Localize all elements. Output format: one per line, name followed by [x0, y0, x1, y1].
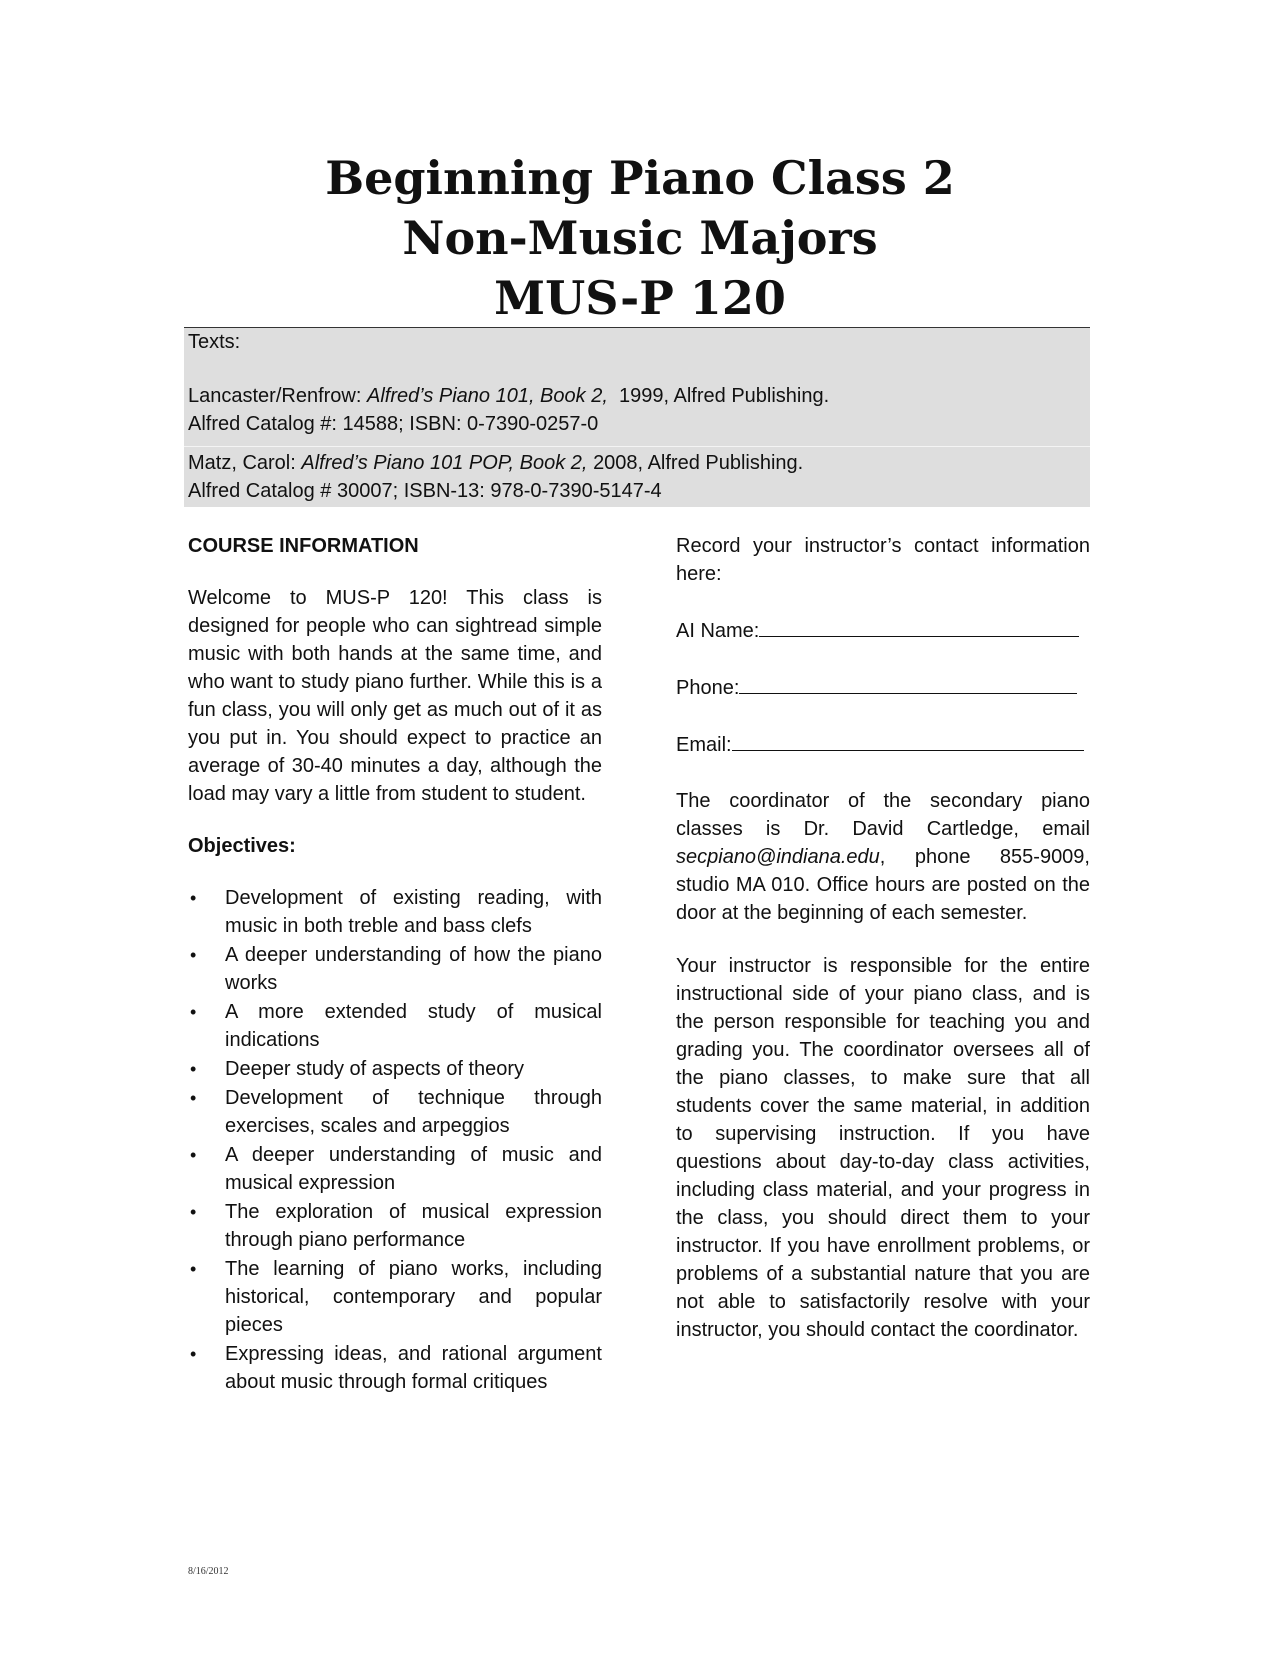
email-label: Email:	[676, 734, 732, 756]
title-line-2: Non-Music Majors	[402, 211, 878, 265]
texts-label: Texts:	[188, 331, 241, 353]
title-line-3: MUS-P 120	[494, 271, 786, 325]
objective-item: • Development of technique through exercises, scales and arpeggios	[188, 1084, 602, 1140]
objective-item: • The learning of piano works, including historical, contemporary and popular pieces	[188, 1255, 602, 1339]
book-2-catalog: Alfred Catalog # 30007; ISBN-13: 978-0-7390-5147-4	[188, 480, 662, 502]
title-line-1: Beginning Piano Class 2	[325, 151, 955, 205]
book-1-publisher: 1999, Alfred Publishing.	[619, 385, 830, 407]
bullet-icon: •	[190, 1145, 197, 1165]
book-2-publisher: 2008, Alfred Publishing.	[593, 452, 804, 474]
book-2-author: Matz, Carol:	[188, 452, 296, 474]
objective-item: • Development of existing reading, with music in both treble and bass clefs	[188, 884, 602, 940]
objectives-heading: Objectives:	[188, 835, 296, 857]
book-1-title: Alfred’s Piano 101, Book 2,	[366, 385, 608, 407]
phone-field	[676, 673, 1090, 702]
phone-label: Phone:	[676, 677, 740, 699]
ai-name-field	[676, 616, 1090, 645]
coordinator-email: secpiano@indiana.edu	[676, 846, 880, 868]
bullet-icon: •	[190, 1088, 197, 1108]
objective-item: • Deeper study of aspects of theory	[188, 1055, 602, 1083]
bullet-icon: •	[190, 1002, 197, 1022]
bullet-icon: •	[190, 888, 197, 908]
bullet-icon: •	[190, 1202, 197, 1222]
welcome-paragraph: Welcome to MUS-P 120! This class is designed for people who can sightread simple music with both hands at the same time, and who want to study piano further. While this is a fun class, you will only get as much out of it as you put in. You should expect to practice an average of 30-40 minutes a day, although the load may vary a little from student to student.	[188, 587, 602, 805]
book-2-citation	[188, 449, 803, 477]
objective-item: • A more extended study of musical indications	[188, 998, 602, 1054]
document-title	[0, 148, 1280, 328]
course-info-heading: COURSE INFORMATION	[188, 535, 419, 557]
ai-name-label: AI Name:	[676, 620, 760, 642]
book-1-citation	[188, 382, 829, 410]
objective-item: • A deeper understanding of how the piano works	[188, 941, 602, 997]
email-field	[676, 730, 1090, 759]
objective-item: • Expressing ideas, and rational argument about music through formal critiques	[188, 1340, 602, 1396]
ai-name-blank	[759, 616, 1079, 637]
bullet-icon: •	[190, 1259, 197, 1279]
contact-intro: Record your instructor’s contact information here:	[676, 535, 1090, 585]
texts-panel	[184, 327, 1090, 507]
objective-item: • A deeper understanding of music and musical expression	[188, 1141, 602, 1197]
left-column	[188, 532, 602, 1396]
coordinator-paragraph: The coordinator of the secondary piano classes is Dr. David Cartledge, email secpiano@indiana.edu, phone 855-9009, studio MA 010. Office hours are posted on the door at the beginning of each semester.	[676, 790, 1090, 924]
footer-date: 8/16/2012	[188, 1566, 229, 1577]
phone-blank	[739, 673, 1077, 694]
objective-item: • The exploration of musical expression through piano performance	[188, 1198, 602, 1254]
book-1-author: Lancaster/Renfrow:	[188, 385, 362, 407]
book-1-catalog: Alfred Catalog #: 14588; ISBN: 0-7390-0257-0	[188, 413, 599, 435]
bullet-icon: •	[190, 945, 197, 965]
instructor-role-paragraph: Your instructor is responsible for the entire instructional side of your piano class, and is the person responsible for teaching you and grading you. The coordinator oversees all of the piano classes, to make sure that all students cover the same material, in addition to supervising instruction. If you have questions about day-to-day class activities, including class material, and your progress in the class, you should direct them to your instructor. If you have enrollment problems, or problems of a substantial nature that you are not able to satisfactorily resolve with your instructor, you should contact the coordinator.	[676, 955, 1090, 1341]
bullet-icon: •	[190, 1059, 197, 1079]
book-2-title: Alfred’s Piano 101 POP, Book 2,	[301, 452, 588, 474]
texts-separator	[184, 446, 1090, 447]
objectives-list	[188, 884, 602, 1396]
right-column	[676, 532, 1090, 1344]
email-blank	[732, 730, 1084, 751]
bullet-icon: •	[190, 1344, 197, 1364]
